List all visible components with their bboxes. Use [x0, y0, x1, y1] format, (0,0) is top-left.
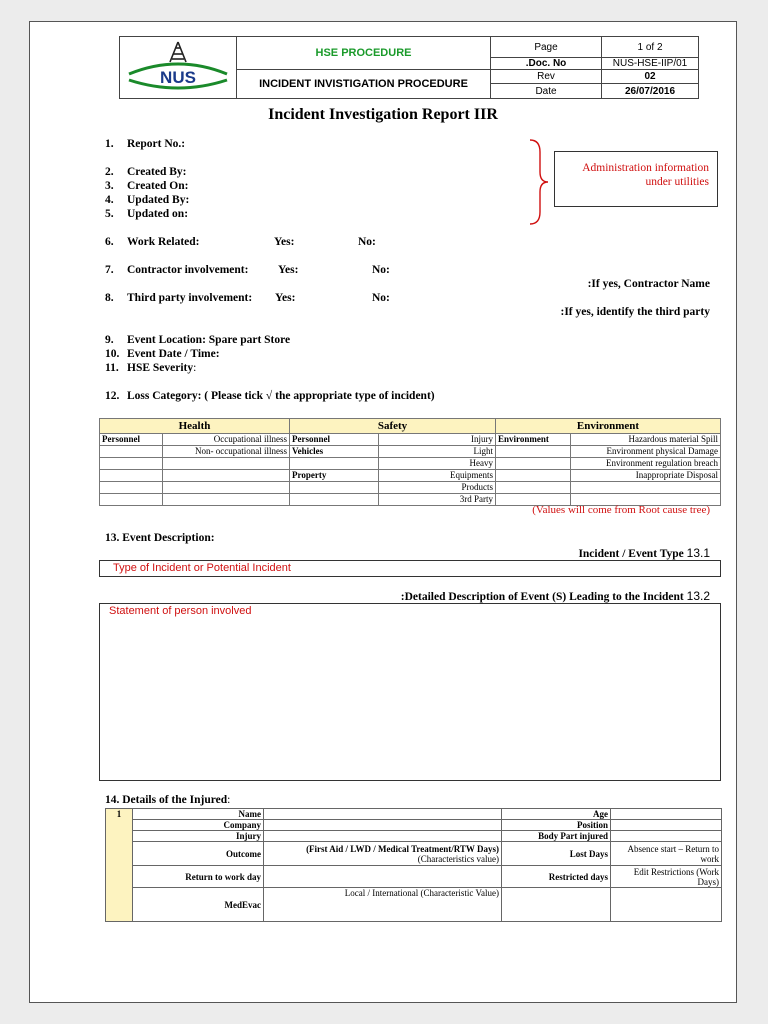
medevac-spare-2 — [611, 888, 722, 922]
loss-cell — [290, 482, 379, 494]
contractor-note: :If yes, Contractor Name — [587, 278, 710, 290]
procedure-name: INCIDENT INVISTIGATION PROCEDURE — [237, 70, 491, 99]
loss-cell — [290, 458, 379, 470]
value-medevac[interactable]: Local / International (Characteristic Value) — [264, 888, 502, 922]
loss-cell — [100, 458, 163, 470]
meta-value-docno: NUS-HSE-IIP/01 — [602, 58, 699, 70]
loss-cell[interactable]: Equipments — [379, 470, 496, 482]
loss-cell — [100, 494, 163, 506]
value-company[interactable] — [264, 820, 502, 831]
item-loss-category: 12. Loss Category: ( Please tick √ the appropriate type of incident) — [105, 390, 435, 402]
loss-cell: Personnel — [290, 434, 379, 446]
loss-cell[interactable]: 3rd Party — [379, 494, 496, 506]
loss-header-safety: Safety — [290, 419, 496, 434]
loss-cell — [496, 470, 571, 482]
item-updated-by: 4. Updated By: — [105, 194, 190, 206]
value-lost-days[interactable]: Absence start – Return to work — [611, 842, 722, 866]
loss-cell[interactable]: Products — [379, 482, 496, 494]
loss-row — [100, 458, 721, 470]
loss-cell — [290, 494, 379, 506]
meta-value-date: 26/07/2016 — [602, 84, 699, 99]
injured-table — [105, 808, 722, 922]
loss-cell[interactable]: Hazardous material Spill — [571, 434, 721, 446]
value-age[interactable] — [611, 809, 722, 820]
loss-cell — [100, 470, 163, 482]
item-third-party: 8. Third party involvement: — [105, 292, 253, 304]
nus-logo-icon — [123, 40, 233, 92]
procedure-type: HSE PROCEDURE — [237, 37, 491, 70]
value-injury[interactable] — [264, 831, 502, 842]
loss-cell: Environment — [496, 434, 571, 446]
value-restricted-days[interactable]: Edit Restrictions (Work Days) — [611, 866, 722, 888]
event-detail-field[interactable]: Statement of person involved — [99, 603, 721, 781]
label-name: Name — [133, 809, 264, 820]
loss-cell — [496, 482, 571, 494]
loss-row — [100, 470, 721, 482]
event-detail-label: :Detailed Description of Event (S) Leading to the Incident 13.2 — [400, 589, 710, 603]
meta-value-page: 1 of 2 — [602, 37, 699, 58]
label-outcome: Outcome — [133, 842, 264, 866]
third-party-no: No: — [372, 292, 390, 304]
meta-label-date: Date — [491, 84, 602, 99]
loss-cell: Property — [290, 470, 379, 482]
meta-value-rev: 02 — [602, 70, 699, 84]
medevac-spare — [502, 888, 611, 922]
loss-cell[interactable] — [163, 494, 290, 506]
event-type-field[interactable]: Type of Incident or Potential Incident — [99, 560, 721, 577]
label-return-to-work: Return to work day — [133, 866, 264, 888]
document-page — [29, 21, 737, 1003]
company-logo — [120, 37, 237, 99]
loss-cell[interactable]: Occupational illness — [163, 434, 290, 446]
loss-cell[interactable]: Heavy — [379, 458, 496, 470]
value-name[interactable] — [264, 809, 502, 820]
injured-heading: 14. Details of the Injured: — [105, 794, 231, 806]
report-title: Incident Investigation Report IIR — [268, 106, 498, 123]
value-return-to-work[interactable] — [264, 866, 502, 888]
contractor-yes: Yes: — [278, 264, 299, 276]
work-related-no: No: — [358, 236, 376, 248]
item-created-on: 3. Created On: — [105, 180, 189, 192]
label-age: Age — [502, 809, 611, 820]
document-header — [119, 36, 699, 99]
loss-row — [100, 482, 721, 494]
loss-cell[interactable]: Environment physical Damage — [571, 446, 721, 458]
loss-header-environment: Environment — [496, 419, 721, 434]
label-body-part: Body Part injured — [502, 831, 611, 842]
label-restricted-days: Restricted days — [502, 866, 611, 888]
item-event-location: 9. Event Location: Spare part Store — [105, 334, 291, 346]
event-description-heading: 13. Event Description: — [105, 532, 215, 544]
loss-cell[interactable]: Injury — [379, 434, 496, 446]
item-hse-severity: 11. HSE Severity: — [105, 362, 197, 374]
third-party-note: :If yes, identify the third party — [560, 306, 710, 318]
loss-cell: Vehicles — [290, 446, 379, 458]
loss-cell: Personnel — [100, 434, 163, 446]
loss-cell — [496, 446, 571, 458]
value-body-part[interactable] — [611, 831, 722, 842]
item-report-no: 1. Report No.: — [105, 138, 186, 150]
loss-category-table — [99, 418, 721, 506]
item-work-related: 6. Work Related: — [105, 236, 200, 248]
work-related-yes: Yes: — [274, 236, 295, 248]
loss-row — [100, 446, 721, 458]
loss-header-health: Health — [100, 419, 290, 434]
loss-cell[interactable]: Non- occupational illness — [163, 446, 290, 458]
loss-cell[interactable] — [163, 482, 290, 494]
brace-icon — [526, 138, 552, 226]
item-contractor: 7. Contractor involvement: — [105, 264, 249, 276]
label-medevac: MedEvac — [133, 888, 264, 922]
svg-text:NUS: NUS — [160, 68, 196, 87]
admin-note: Administration information under utilities — [554, 151, 718, 207]
value-outcome[interactable]: (First Aid / LWD / Medical Treatment/RTW Days) (Characteristics value) — [264, 842, 502, 866]
loss-cell — [100, 446, 163, 458]
label-lost-days: Lost Days — [502, 842, 611, 866]
meta-label-rev: Rev — [491, 70, 602, 84]
loss-cell[interactable]: Inappropriate Disposal — [571, 470, 721, 482]
injured-index: 1 — [106, 809, 133, 922]
label-company: Company — [133, 820, 264, 831]
loss-cell[interactable]: Environment regulation breach — [571, 458, 721, 470]
meta-label-page: Page — [491, 37, 602, 58]
item-updated-on: 5. Updated on: — [105, 208, 189, 220]
label-position: Position — [502, 820, 611, 831]
contractor-no: No: — [372, 264, 390, 276]
value-position[interactable] — [611, 820, 722, 831]
loss-cell — [496, 458, 571, 470]
loss-cell[interactable] — [163, 458, 290, 470]
label-injury: Injury — [133, 831, 264, 842]
loss-cell[interactable] — [163, 470, 290, 482]
item-event-date: 10. Event Date / Time: — [105, 348, 220, 360]
loss-cell[interactable] — [571, 482, 721, 494]
event-type-label: Incident / Event Type 13.1 — [578, 546, 710, 560]
item-created-by: 2. Created By: — [105, 166, 187, 178]
meta-label-docno: .Doc. No — [491, 58, 602, 70]
loss-table-note: (Values will come from Root cause tree) — [532, 504, 710, 516]
loss-row — [100, 434, 721, 446]
third-party-yes: Yes: — [275, 292, 296, 304]
loss-cell[interactable]: Light — [379, 446, 496, 458]
loss-cell — [100, 482, 163, 494]
